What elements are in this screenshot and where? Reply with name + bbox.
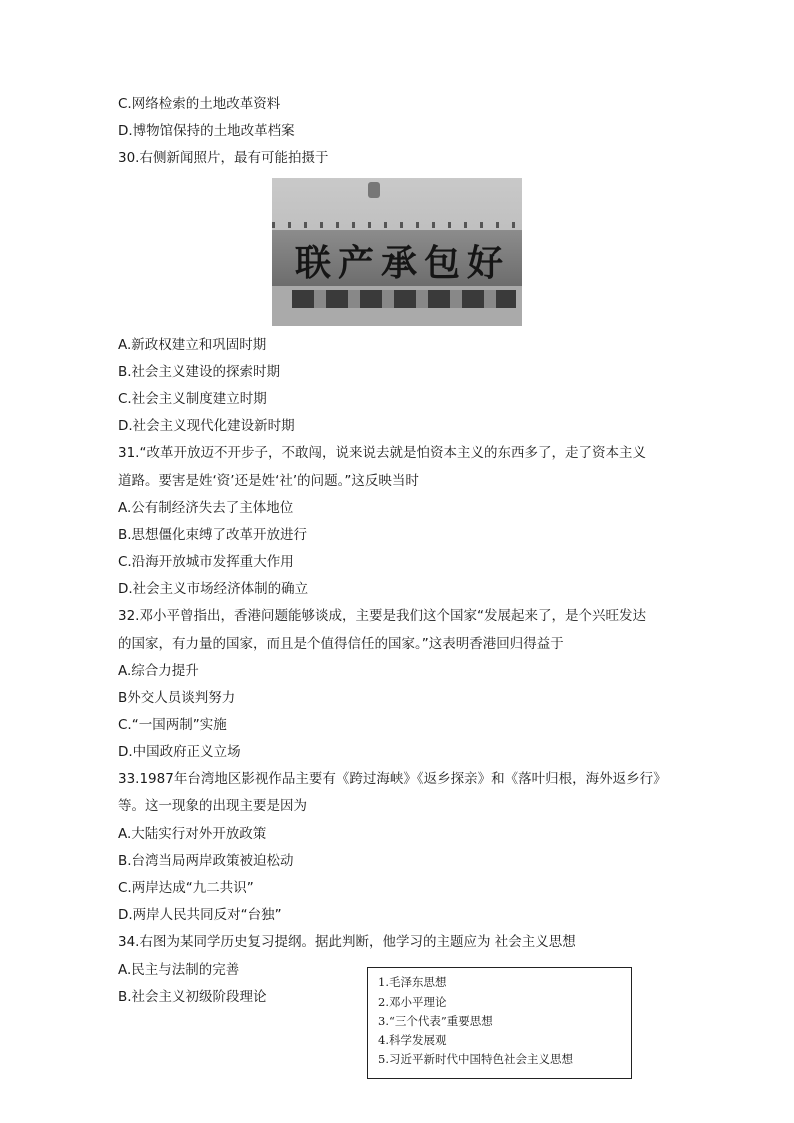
outline-item: 5.习近平新时代中国特色社会主义思想 bbox=[378, 1052, 573, 1066]
banner-char: 联 bbox=[294, 242, 331, 284]
option-a-31: A.公有制经济失去了主体地位 bbox=[118, 500, 294, 516]
question-30-stem: 30.右侧新闻照片，最有可能拍摄于 bbox=[118, 150, 329, 166]
question-33-stem-2: 等。这一现象的出现主要是因为 bbox=[118, 798, 307, 814]
flag-row bbox=[272, 222, 522, 228]
option-a-32: A.综合力提升 bbox=[118, 663, 199, 679]
option-d-32: D.中国政府正义立场 bbox=[118, 744, 241, 760]
option-b-34: B.社会主义初级阶段理论 bbox=[118, 989, 267, 1005]
option-b-33: B.台湾当局两岸政策被迫松动 bbox=[118, 853, 294, 869]
parade-vehicles bbox=[292, 290, 516, 308]
option-d-30: D.社会主义现代化建设新时期 bbox=[118, 418, 295, 434]
photo-banner bbox=[294, 242, 504, 284]
option-c-32: C.“一国两制”实施 bbox=[118, 717, 227, 733]
outline-item: 2.邓小平理论 bbox=[378, 995, 447, 1009]
outline-item: 1.毛泽东思想 bbox=[378, 975, 447, 989]
banner-char: 产 bbox=[337, 242, 374, 284]
question-34-stem: 34.右图为某同学历史复习提纲。据此判断，他学习的主题应为 社会主义思想 bbox=[118, 934, 576, 950]
option-a-30: A.新政权建立和巩固时期 bbox=[118, 337, 267, 353]
option-b-30: B.社会主义建设的探索时期 bbox=[118, 364, 281, 380]
question-32-stem-1: 32.邓小平曾指出，香港问题能够谈成，主要是我们这个国家“发展起来了，是个兴旺发达 bbox=[118, 608, 646, 624]
option-b-31: B.思想僵化束缚了改革开放进行 bbox=[118, 527, 308, 543]
option-a-34: A.民主与法制的完善 bbox=[118, 962, 240, 978]
option-d-29: D.博物馆保持的土地改革档案 bbox=[118, 123, 295, 139]
option-d-33: D.两岸人民共同反对“台独” bbox=[118, 907, 282, 923]
banner-char: 好 bbox=[466, 242, 503, 284]
option-c-33: C.两岸达成“九二共识” bbox=[118, 880, 254, 896]
question-32-stem-2: 的国家，有力量的国家，而且是个值得信任的国家。”这表明香港回归得益于 bbox=[118, 636, 564, 652]
outline-item: 3.“三个代表”重要思想 bbox=[378, 1014, 493, 1028]
option-b-32: B外交人员谈判努力 bbox=[118, 690, 236, 706]
review-outline-box bbox=[367, 967, 632, 1079]
option-c-30: C.社会主义制度建立时期 bbox=[118, 391, 267, 407]
banner-char: 包 bbox=[423, 242, 460, 284]
question-33-stem-1: 33.1987年台湾地区影视作品主要有《跨过海峡》《返乡探亲》和《落叶归根，海外返乡行》 bbox=[118, 771, 667, 787]
question-31-stem-1: 31.“改革开放迈不开步子，不敢闯，说来说去就是怕资本主义的东西多了，走了资本主义 bbox=[118, 445, 646, 461]
outline-item: 4.科学发展观 bbox=[378, 1033, 447, 1047]
option-c-29: C.网络检索的土地改革资料 bbox=[118, 96, 281, 112]
option-a-33: A.大陆实行对外开放政策 bbox=[118, 826, 267, 842]
question-31-stem-2: 道路。要害是姓‘资’还是姓‘社’的问题。”这反映当时 bbox=[118, 473, 419, 489]
emblem-shape bbox=[368, 182, 380, 198]
banner-char: 承 bbox=[380, 242, 417, 284]
option-c-31: C.沿海开放城市发挥重大作用 bbox=[118, 554, 294, 570]
option-d-31: D.社会主义市场经济体制的确立 bbox=[118, 581, 309, 597]
news-photo bbox=[272, 178, 522, 326]
